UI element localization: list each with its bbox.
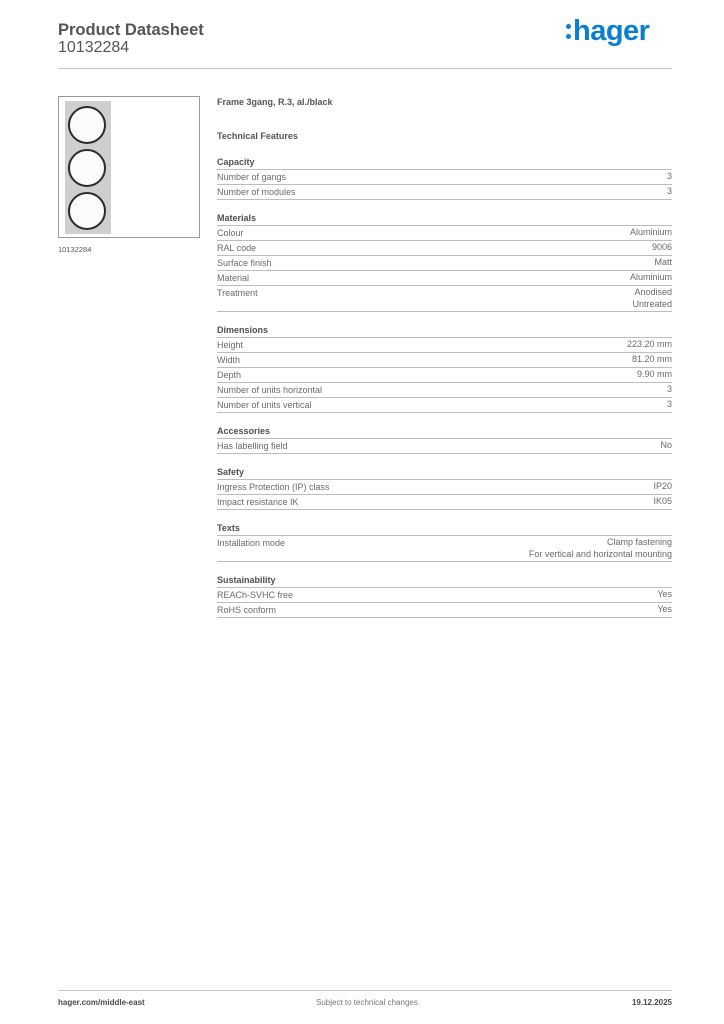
- page-title: Product Datasheet: [58, 21, 204, 39]
- section-title: Dimensions: [217, 324, 672, 338]
- spec-value-line: IP20: [653, 481, 672, 491]
- spec-label: Ingress Protection (IP) class: [217, 482, 330, 492]
- spec-value-line: 9006: [651, 242, 672, 252]
- spec-label: Material: [217, 273, 250, 283]
- spec-row: [217, 383, 672, 398]
- spec-value: [652, 242, 672, 254]
- spec-value: [657, 589, 672, 601]
- spec-row: [217, 480, 672, 495]
- spec-label: Installation mode: [217, 538, 286, 548]
- spec-sections: [217, 156, 672, 618]
- section-title: Sustainability: [217, 574, 672, 588]
- spec-row: [217, 271, 672, 286]
- spec-value-line: Aluminium: [629, 227, 672, 237]
- spec-value: [630, 227, 672, 239]
- spec-label: RoHS conform: [217, 605, 277, 615]
- frame-opening-2: [68, 149, 106, 187]
- spec-value: [667, 186, 672, 198]
- footer-date: 19.12.2025: [631, 998, 672, 1007]
- spec-section: [217, 212, 672, 312]
- spec-section: [217, 324, 672, 413]
- spec-value: [667, 384, 672, 396]
- spec-value: [653, 481, 672, 493]
- spec-row: [217, 170, 672, 185]
- spec-label: Number of units vertical: [217, 400, 312, 410]
- spec-label: Surface finish: [217, 258, 272, 268]
- spec-value-line: Yes: [657, 589, 672, 599]
- brand-logo: [566, 14, 649, 48]
- spec-value-line: 3: [666, 171, 672, 181]
- spec-label: Number of gangs: [217, 172, 287, 182]
- spec-value: [653, 496, 672, 508]
- spec-value: [630, 272, 672, 284]
- spec-row: [217, 536, 672, 562]
- spec-section: [217, 522, 672, 562]
- spec-row: [217, 368, 672, 383]
- brand-name: hager: [573, 14, 650, 47]
- spec-row: [217, 256, 672, 271]
- spec-row: [217, 286, 672, 312]
- spec-label: Number of units horizontal: [217, 385, 323, 395]
- spec-value: [667, 171, 672, 183]
- spec-label: RAL code: [217, 243, 257, 253]
- spec-label: Number of modules: [217, 187, 296, 197]
- spec-content: [217, 96, 672, 618]
- spec-row: [217, 398, 672, 413]
- spec-label: Colour: [217, 228, 244, 238]
- spec-value: [637, 369, 672, 381]
- features-heading: Technical Features: [217, 131, 298, 141]
- spec-value: [632, 287, 672, 310]
- spec-value: [632, 354, 672, 366]
- spec-value: [529, 537, 672, 560]
- footer-website: hager.com/middle-east: [58, 998, 145, 1007]
- section-title: Capacity: [217, 156, 672, 170]
- spec-value-line: 81.20 mm: [631, 354, 672, 364]
- spec-value-line: No: [660, 440, 672, 450]
- spec-value-line: 3: [666, 399, 672, 409]
- spec-value: [660, 440, 672, 452]
- spec-row: [217, 353, 672, 368]
- spec-value-line: Aluminium: [629, 272, 672, 282]
- spec-value: [667, 399, 672, 411]
- spec-section: [217, 156, 672, 200]
- spec-section: [217, 574, 672, 618]
- spec-value-line: Yes: [657, 604, 672, 614]
- spec-row: [217, 226, 672, 241]
- product-name: Frame 3gang, R.3, al./black: [217, 97, 333, 107]
- spec-label: Width: [217, 355, 241, 365]
- section-title: Texts: [217, 522, 672, 536]
- spec-value-line: 223.20 mm: [626, 339, 672, 349]
- spec-value: [657, 604, 672, 616]
- spec-row: [217, 185, 672, 200]
- frame-plate: [65, 101, 111, 234]
- spec-row: [217, 603, 672, 618]
- footer-notice: Subject to technical changes: [316, 998, 418, 1007]
- spec-label: REACh-SVHC free: [217, 590, 294, 600]
- spec-value-line: Clamp fastening: [606, 537, 672, 547]
- product-image: [58, 96, 200, 238]
- spec-row: [217, 588, 672, 603]
- section-title: Accessories: [217, 425, 672, 439]
- section-title: Materials: [217, 212, 672, 226]
- section-title: Safety: [217, 466, 672, 480]
- spec-value-line: Untreated: [632, 298, 672, 309]
- spec-value-line: 9.90 mm: [636, 369, 672, 379]
- spec-value-line: For vertical and horizontal mounting: [528, 548, 672, 559]
- spec-row: [217, 495, 672, 510]
- spec-label: Height: [217, 340, 244, 350]
- frame-opening-1: [68, 106, 106, 144]
- spec-section: [217, 466, 672, 510]
- spec-value: [654, 257, 672, 269]
- spec-label: Impact resistance IK: [217, 497, 299, 507]
- frame-opening-3: [68, 192, 106, 230]
- spec-value-line: 3: [666, 384, 672, 394]
- spec-value-line: 3: [666, 186, 672, 196]
- spec-value-line: Matt: [654, 257, 672, 267]
- spec-value-line: Anodised: [634, 287, 672, 297]
- image-caption: 10132284: [58, 245, 92, 254]
- spec-label: Depth: [217, 370, 242, 380]
- product-number: 10132284: [58, 39, 130, 56]
- spec-section: [217, 425, 672, 454]
- footer-divider: [58, 990, 672, 991]
- spec-value: [627, 339, 672, 351]
- spec-row: [217, 439, 672, 454]
- logo-dots-icon: [566, 24, 571, 39]
- spec-row: [217, 338, 672, 353]
- spec-label: Has labelling field: [217, 441, 288, 451]
- spec-row: [217, 241, 672, 256]
- spec-label: Treatment: [217, 288, 258, 298]
- header-divider: [58, 68, 672, 69]
- spec-value-line: IK05: [653, 496, 672, 506]
